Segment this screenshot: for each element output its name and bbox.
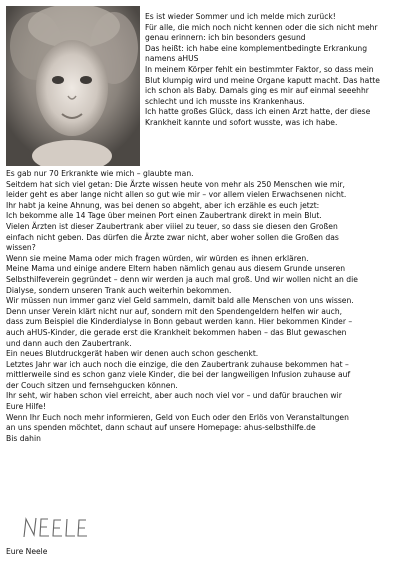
text-line: Letztes Jahr war ich auch noch die einzige, die den Zaubertrank zuhause bekommen hat – [6,359,349,369]
text-line: Ich bekomme alle 14 Tage über meinen Port einen Zaubertrank direkt in mein Blut. [6,211,322,221]
text-line: dass zum Beispiel die Kinderdialyse in Bonn gebaut werden kann. Hier bekommen Kinder – [6,317,353,327]
text-line: einfach nicht geben. Das dürfen die Ärzte zwar nicht, aber woher sollen die Großen das [6,232,339,242]
text-line: an uns spenden möchtet, dann schaut auf unsere Homepage: ahus-selbsthilfe.de [6,423,316,433]
text-line: In meinem Körper fehlt ein bestimmter Faktor, so dass mein [145,64,374,74]
text-line: Eure Hilfe! [6,402,46,412]
text-line: Krankheit kannte und sofort wusste, was ich habe. [145,117,338,127]
text-line: Wir müssen nun immer ganz viel Geld sammeln, damit bald alle Menschen von uns wissen. [6,296,354,306]
text-line: leider geht es aber lange nicht allen so gut wie mir – vor allem vielen Erwachsenen nicht. [6,190,347,200]
text-line: Es ist wieder Sommer und ich melde mich zurück! [145,12,336,21]
child-portrait-photo [6,6,140,166]
text-line: Ihr habt ja keine Ahnung, was bei denen so abgeht, aber ich erzähle es euch jetzt: [6,200,320,210]
text-line: Ihr seht, wir haben schon viel erreicht, aber auch noch viel vor – und dafür brauchen wir [6,391,342,401]
text-line: namens aHUS [145,54,199,64]
text-line: Vielen Ärzten ist dieser Zaubertrank aber viiiel zu teuer, so dass sie diesen den Großen [6,221,338,231]
text-line: Seitdem hat sich viel getan: Die Ärzte wissen heute von mehr als 250 Menschen wie mir, [6,179,345,189]
text-line: Dialyse, sondern unseren Trank auch weiterhin bekommen. [6,285,232,295]
handwritten-signature [20,515,100,541]
text-line: der Couch sitzen und fernsehgucken können. [6,380,178,390]
closing-line: Eure Neele [6,547,48,556]
text-line: Ein neues Blutdruckgerät haben wir denen auch schon geschenkt. [6,349,259,359]
text-line: auch aHUS-Kinder, die gerade erst die Krankheit bekommen haben – das Blut gewaschen [6,327,347,337]
text-line: Das heißt: ich habe eine komplementbedingte Erkrankung [145,43,368,53]
text-line: genau erinnern: ich bin besonders gesund [145,33,306,43]
text-line: Ich hatte großes Glück, dass ich einen Arzt hatte, der diese [145,107,371,117]
text-line: Es gab nur 70 Erkrankte wie mich – glaubte man. [6,169,194,178]
text-line: Für alle, die mich noch nicht kennen oder die sich nicht mehr [145,22,378,32]
intro-text [145,12,417,129]
text-line: Wenn sie meine Mama oder mich fragen würden, wir würden es ihnen erklären. [6,253,309,263]
text-line: Selbsthilfeverein gegründet – denn wir werden ja auch mal groß. Und wir wollen nicht an die [6,274,358,284]
text-line: ich schon als Baby. Damals ging es mir auf einmal seeehhr [145,86,369,96]
text-line: Blut klumpig wird und meine Organe kaputt macht. Das hatte [145,75,380,85]
text-line: wissen? [6,243,36,253]
text-line: Meine Mama und einige andere Eltern haben nämlich genau aus diesem Grunde unseren [6,264,346,274]
text-line: Bis dahin [6,433,41,443]
letter-body [6,169,416,444]
text-line: mittlerweile sind es schon ganz viele Kinder, die bei der langweiligen Infusion zuhause auf [6,370,351,380]
text-line: Wenn Ihr Euch noch mehr informieren, Geld von Euch oder den Erlös von Veranstaltungen [6,412,349,422]
text-line: und dann auch den Zaubertrank. [6,338,132,348]
text-line: schlecht und ich musste ins Krankenhaus. [145,96,305,106]
text-line: Denn unser Verein klärt nicht nur auf, sondern mit den Spendengeldern helfen wir auch, [6,306,343,316]
